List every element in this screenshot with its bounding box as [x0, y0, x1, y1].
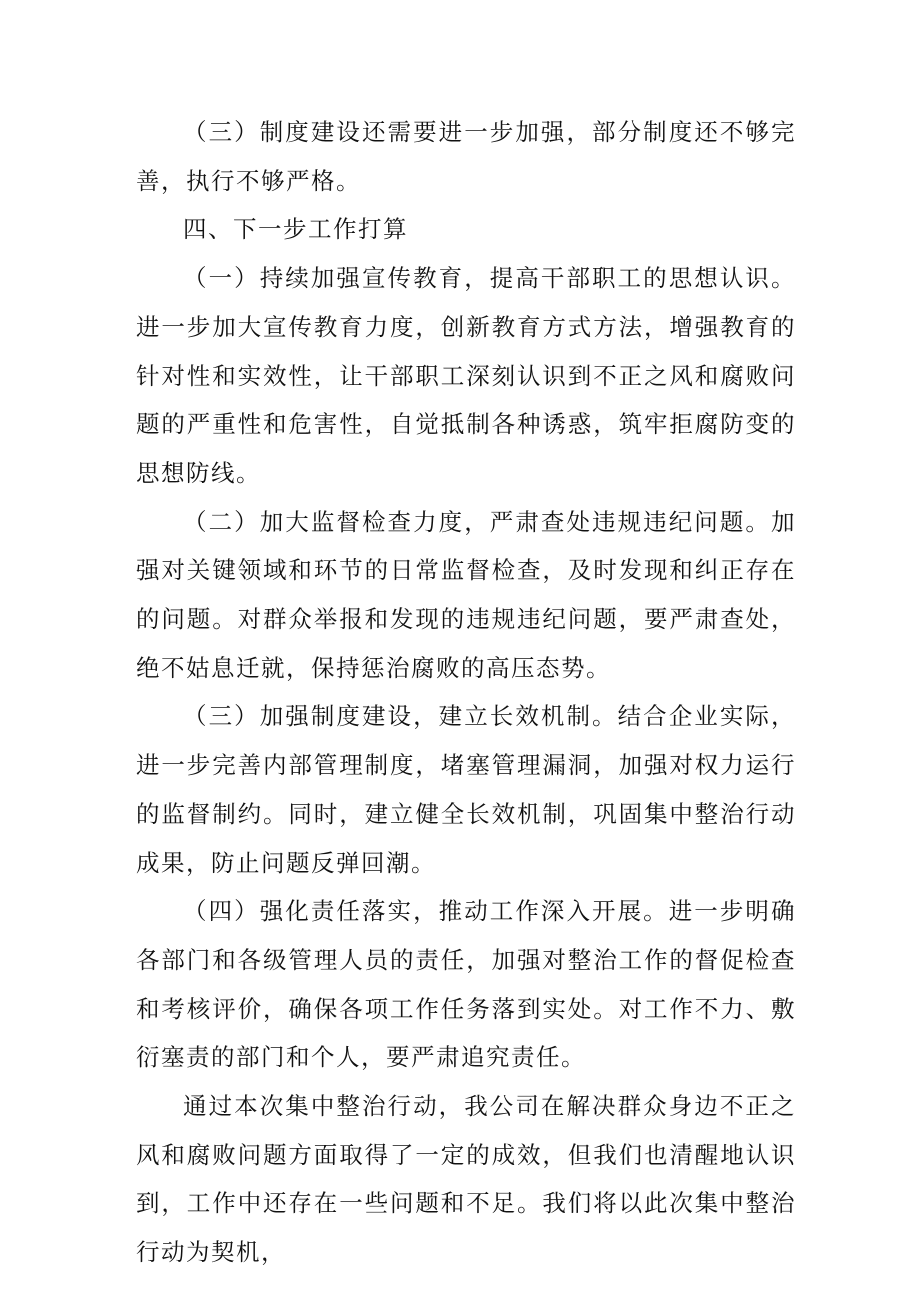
paragraph-conclusion: 通过本次集中整治行动，我公司在解决群众身边不正之风和腐败问题方面取得了一定的成效，但我们也清醒地认识到，工作中还存在一些问题和不足。我们将以此次集中整治行动为契机，	[136, 1092, 796, 1267]
section-heading-next-steps: 四、下一步工作打算	[183, 215, 408, 244]
paragraph-plan-3-institutions: （三）加强制度建设，建立长效机制。结合企业实际，进一步完善内部管理制度，堵塞管理漏洞，加强对权力运行的监督制约。同时，建立健全长效机制，巩固集中整治行动成果，防止问题反弹回潮。	[136, 702, 796, 877]
paragraph-plan-4-responsibility: （四）强化责任落实，推动工作深入开展。进一步明确各部门和各级管理人员的责任，加强对整治工作的督促检查和考核评价，确保各项工作任务落到实处。对工作不力、敷衍塞责的部门和个人，要严肃追究责任。	[136, 897, 796, 1072]
paragraph-system-building-issue: （三）制度建设还需要进一步加强，部分制度还不够完善，执行不够严格。	[136, 118, 796, 195]
document-body	[136, 108, 796, 1277]
paragraph-plan-1-education: （一）持续加强宣传教育，提高干部职工的思想认识。进一步加大宣传教育力度，创新教育方式方法，增强教育的针对性和实效性，让干部职工深刻认识到不正之风和腐败问题的严重性和危害性，自觉抵制各种诱惑，筑牢拒腐防变的思想防线。	[136, 264, 796, 487]
paragraph-plan-2-supervision: （二）加大监督检查力度，严肃查处违规违纪问题。加强对关键领域和环节的日常监督检查，及时发现和纠正存在的问题。对群众举报和发现的违规违纪问题，要严肃查处，绝不姑息迁就，保持惩治腐败的高压态势。	[136, 507, 796, 682]
